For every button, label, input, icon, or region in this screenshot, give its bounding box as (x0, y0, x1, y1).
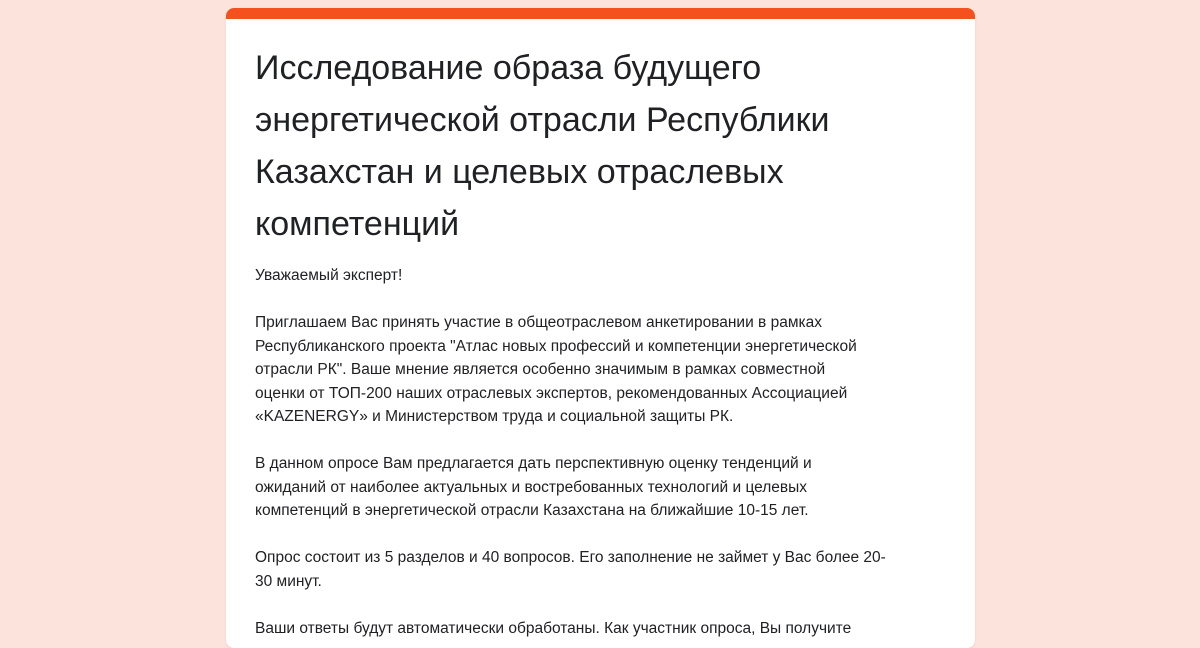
description-survey-structure: Опрос состоит из 5 разделов и 40 вопросов. Его заполнение не займет у Вас более 20- 30 минут. (255, 549, 886, 590)
form-accent-bar (226, 8, 975, 19)
form-header-content (255, 42, 955, 648)
description-survey-purpose: В данном опросе Вам предлагается дать перспективную оценку тенденций и ожиданий от наиболее актуальных и востребованных технологий и целевых компетенций в энергетической отрасли Казахстана на ближайшие 10-15 лет. (255, 455, 812, 519)
description-greeting: Уважаемый эксперт! (255, 267, 403, 284)
description-results-note: Ваши ответы будут автоматически обработаны. Как участник опроса, Вы получите (255, 619, 852, 637)
form-header-card (226, 8, 975, 648)
form-description (255, 264, 955, 640)
description-invitation: Приглашаем Вас принять участие в общеотраслевом анкетировании в рамках Республиканского проекта "Атлас новых профессий и компетенции энергетической отрасли РК". Ваше мнение является особенно значимым в рамках совместной оценки от ТОП-200 наших отраслевых экспертов, рекомендованных Ассоциацией «KAZENERGY» и Министерством труда и социальной защиты РК. (255, 314, 857, 425)
form-title: Исследование образа будущего энергетической отрасли Республики Казахстан и целевых отраслевых компетенций (255, 49, 830, 243)
